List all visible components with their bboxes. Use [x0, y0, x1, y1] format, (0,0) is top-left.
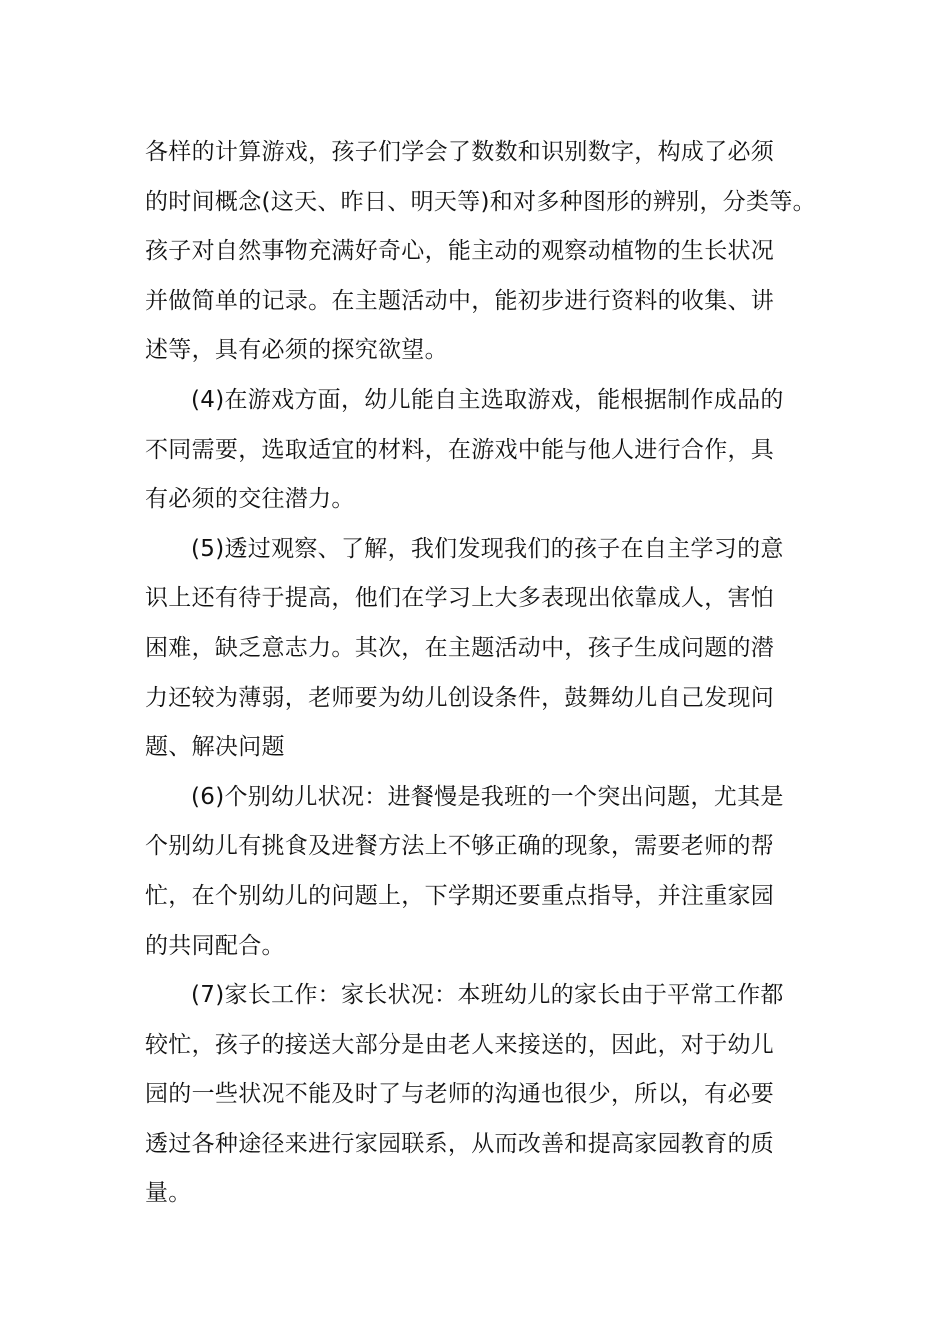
- paragraph-line: 述等，具有必须的探究欲望。: [145, 337, 448, 364]
- paragraph-line: 题、解决问题: [145, 734, 285, 761]
- paragraph-line: 孩子对自然事物充满好奇心，能主动的观察动植物的生长状况: [145, 238, 775, 265]
- paragraph-line: 不同需要，选取适宜的材料，在游戏中能与他人进行合作，具: [145, 436, 775, 463]
- paragraph-line: 困难，缺乏意志力。其次，在主题活动中，孩子生成问题的潜: [145, 634, 775, 661]
- paragraph-line: 识上还有待于提高，他们在学习上大多表现出依靠成人，害怕: [145, 585, 775, 612]
- paragraph-line: 量。: [145, 1180, 192, 1207]
- paragraph-line: (4)在游戏方面，幼儿能自主选取游戏，能根据制作成品的: [191, 386, 784, 413]
- paragraph-line: 力还较为薄弱，老师要为幼儿创设条件，鼓舞幼儿自己发现问: [145, 684, 775, 711]
- paragraph-line: 园的一些状况不能及时了与老师的沟通也很少，所以，有必要: [145, 1081, 775, 1108]
- paragraph-line: 各样的计算游戏，孩子们学会了数数和识别数字，构成了必须: [145, 139, 775, 165]
- paragraph-line: 并做简单的记录。在主题活动中，能初步进行资料的收集、讲: [145, 287, 775, 314]
- paragraph-line: (6)个别幼儿状况：进餐慢是我班的一个突出问题，尤其是: [191, 783, 784, 810]
- paragraph-line: 的时间概念(这天、昨日、明天等)和对多种图形的辨别，分类等。: [145, 188, 816, 215]
- paragraph-line: 透过各种途径来进行家园联系，从而改善和提高家园教育的质: [145, 1130, 775, 1157]
- paragraph-line: 忙，在个别幼儿的问题上，下学期还要重点指导，并注重家园: [145, 882, 775, 909]
- paragraph-line: 较忙，孩子的接送大部分是由老人来接送的，因此，对于幼儿: [145, 1031, 775, 1058]
- document-body: [145, 128, 825, 1219]
- paragraph-line: 的共同配合。: [145, 932, 285, 959]
- paragraph-line: (7)家长工作：家长状况：本班幼儿的家长由于平常工作都: [191, 982, 784, 1009]
- paragraph-line: 个别幼儿有挑食及进餐方法上不够正确的现象，需要老师的帮: [145, 833, 775, 860]
- paragraph-line: 有必须的交往潜力。: [145, 486, 355, 513]
- paragraph-line: (5)透过观察、了解，我们发现我们的孩子在自主学习的意: [191, 535, 784, 562]
